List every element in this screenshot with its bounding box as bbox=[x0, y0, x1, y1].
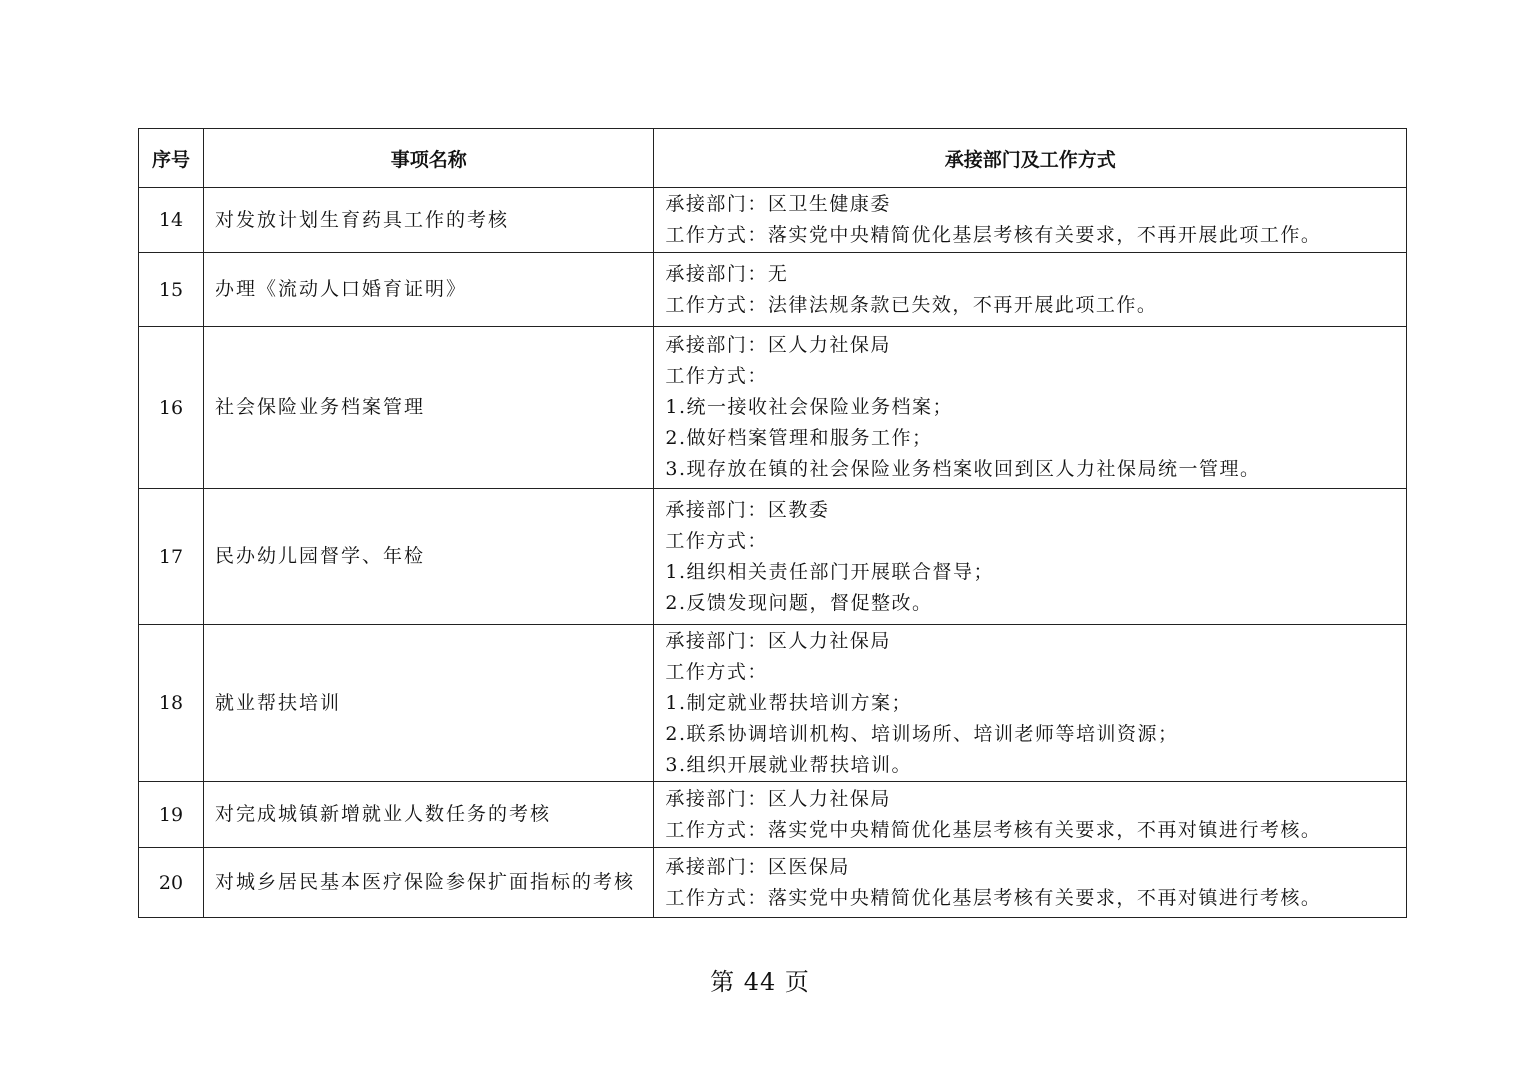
header-serial-number: 序号 bbox=[139, 129, 204, 188]
row-item-name: 民办幼儿园督学、年检 bbox=[204, 489, 654, 625]
row-department-method bbox=[654, 327, 1407, 489]
dept-line: 承接部门：区卫生健康委 bbox=[665, 193, 891, 215]
table-row bbox=[139, 848, 1407, 918]
row-item-name: 社会保险业务档案管理 bbox=[204, 327, 654, 489]
row-item-name: 对发放计划生育药具工作的考核 bbox=[204, 188, 654, 253]
method-line: 工作方式： bbox=[665, 529, 768, 552]
method-step: 2.反馈发现问题，督促整改。 bbox=[665, 591, 933, 614]
method-step: 2.做好档案管理和服务工作； bbox=[665, 427, 933, 449]
table-row bbox=[139, 253, 1407, 327]
method-line: 工作方式： bbox=[665, 365, 768, 387]
table-row bbox=[139, 625, 1407, 782]
method-step: 1.统一接收社会保险业务档案； bbox=[665, 396, 954, 418]
method-line: 工作方式：法律法规条款已失效，不再开展此项工作。 bbox=[665, 293, 1158, 316]
row-serial-number: 18 bbox=[139, 625, 204, 782]
row-serial-number: 15 bbox=[139, 253, 204, 327]
row-item-name: 对完成城镇新增就业人数任务的考核 bbox=[204, 782, 654, 848]
header-row bbox=[139, 129, 1407, 188]
header-item-name: 事项名称 bbox=[204, 129, 654, 188]
page-number: 第 44 页 bbox=[710, 968, 810, 996]
table-row bbox=[139, 782, 1407, 848]
row-serial-number: 20 bbox=[139, 848, 204, 918]
row-serial-number: 19 bbox=[139, 782, 204, 848]
dept-line: 承接部门：无 bbox=[665, 262, 789, 285]
row-item-name: 就业帮扶培训 bbox=[204, 625, 654, 782]
table-row bbox=[139, 188, 1407, 253]
row-item-name: 办理《流动人口婚育证明》 bbox=[204, 253, 654, 327]
row-serial-number: 14 bbox=[139, 188, 204, 253]
dept-line: 承接部门：区人力社保局 bbox=[665, 629, 891, 652]
row-department-method bbox=[654, 782, 1407, 848]
row-serial-number: 17 bbox=[139, 489, 204, 625]
row-department-method bbox=[654, 188, 1407, 253]
dept-line: 承接部门：区人力社保局 bbox=[665, 787, 891, 810]
method-step: 1.制定就业帮扶培训方案； bbox=[665, 691, 913, 714]
row-serial-number: 16 bbox=[139, 327, 204, 489]
row-department-method bbox=[654, 625, 1407, 782]
table-body bbox=[139, 188, 1407, 918]
items-table bbox=[138, 128, 1407, 918]
row-department-method bbox=[654, 253, 1407, 327]
method-step: 3.现存放在镇的社会保险业务档案收回到区人力社保局统一管理。 bbox=[665, 458, 1261, 480]
row-item-name: 对城乡居民基本医疗保险参保扩面指标的考核 bbox=[204, 848, 654, 918]
method-step: 2.联系协调培训机构、培训场所、培训老师等培训资源； bbox=[665, 722, 1179, 745]
method-step: 1.组织相关责任部门开展联合督导； bbox=[665, 560, 995, 583]
method-line: 工作方式： bbox=[665, 660, 768, 683]
table-header bbox=[139, 129, 1407, 188]
dept-line: 承接部门：区教委 bbox=[665, 498, 830, 521]
method-line: 工作方式：落实党中央精简优化基层考核有关要求，不再对镇进行考核。 bbox=[665, 886, 1322, 909]
dept-line: 承接部门：区人力社保局 bbox=[665, 334, 891, 356]
row-department-method bbox=[654, 848, 1407, 918]
header-department-method: 承接部门及工作方式 bbox=[654, 129, 1407, 188]
method-line: 工作方式：落实党中央精简优化基层考核有关要求，不再对镇进行考核。 bbox=[665, 818, 1322, 841]
row-department-method bbox=[654, 489, 1407, 625]
method-line: 工作方式：落实党中央精简优化基层考核有关要求，不再开展此项工作。 bbox=[665, 224, 1322, 246]
table-row bbox=[139, 489, 1407, 625]
table-row bbox=[139, 327, 1407, 489]
method-step: 3.组织开展就业帮扶培训。 bbox=[665, 753, 913, 776]
dept-line: 承接部门：区医保局 bbox=[665, 855, 850, 878]
